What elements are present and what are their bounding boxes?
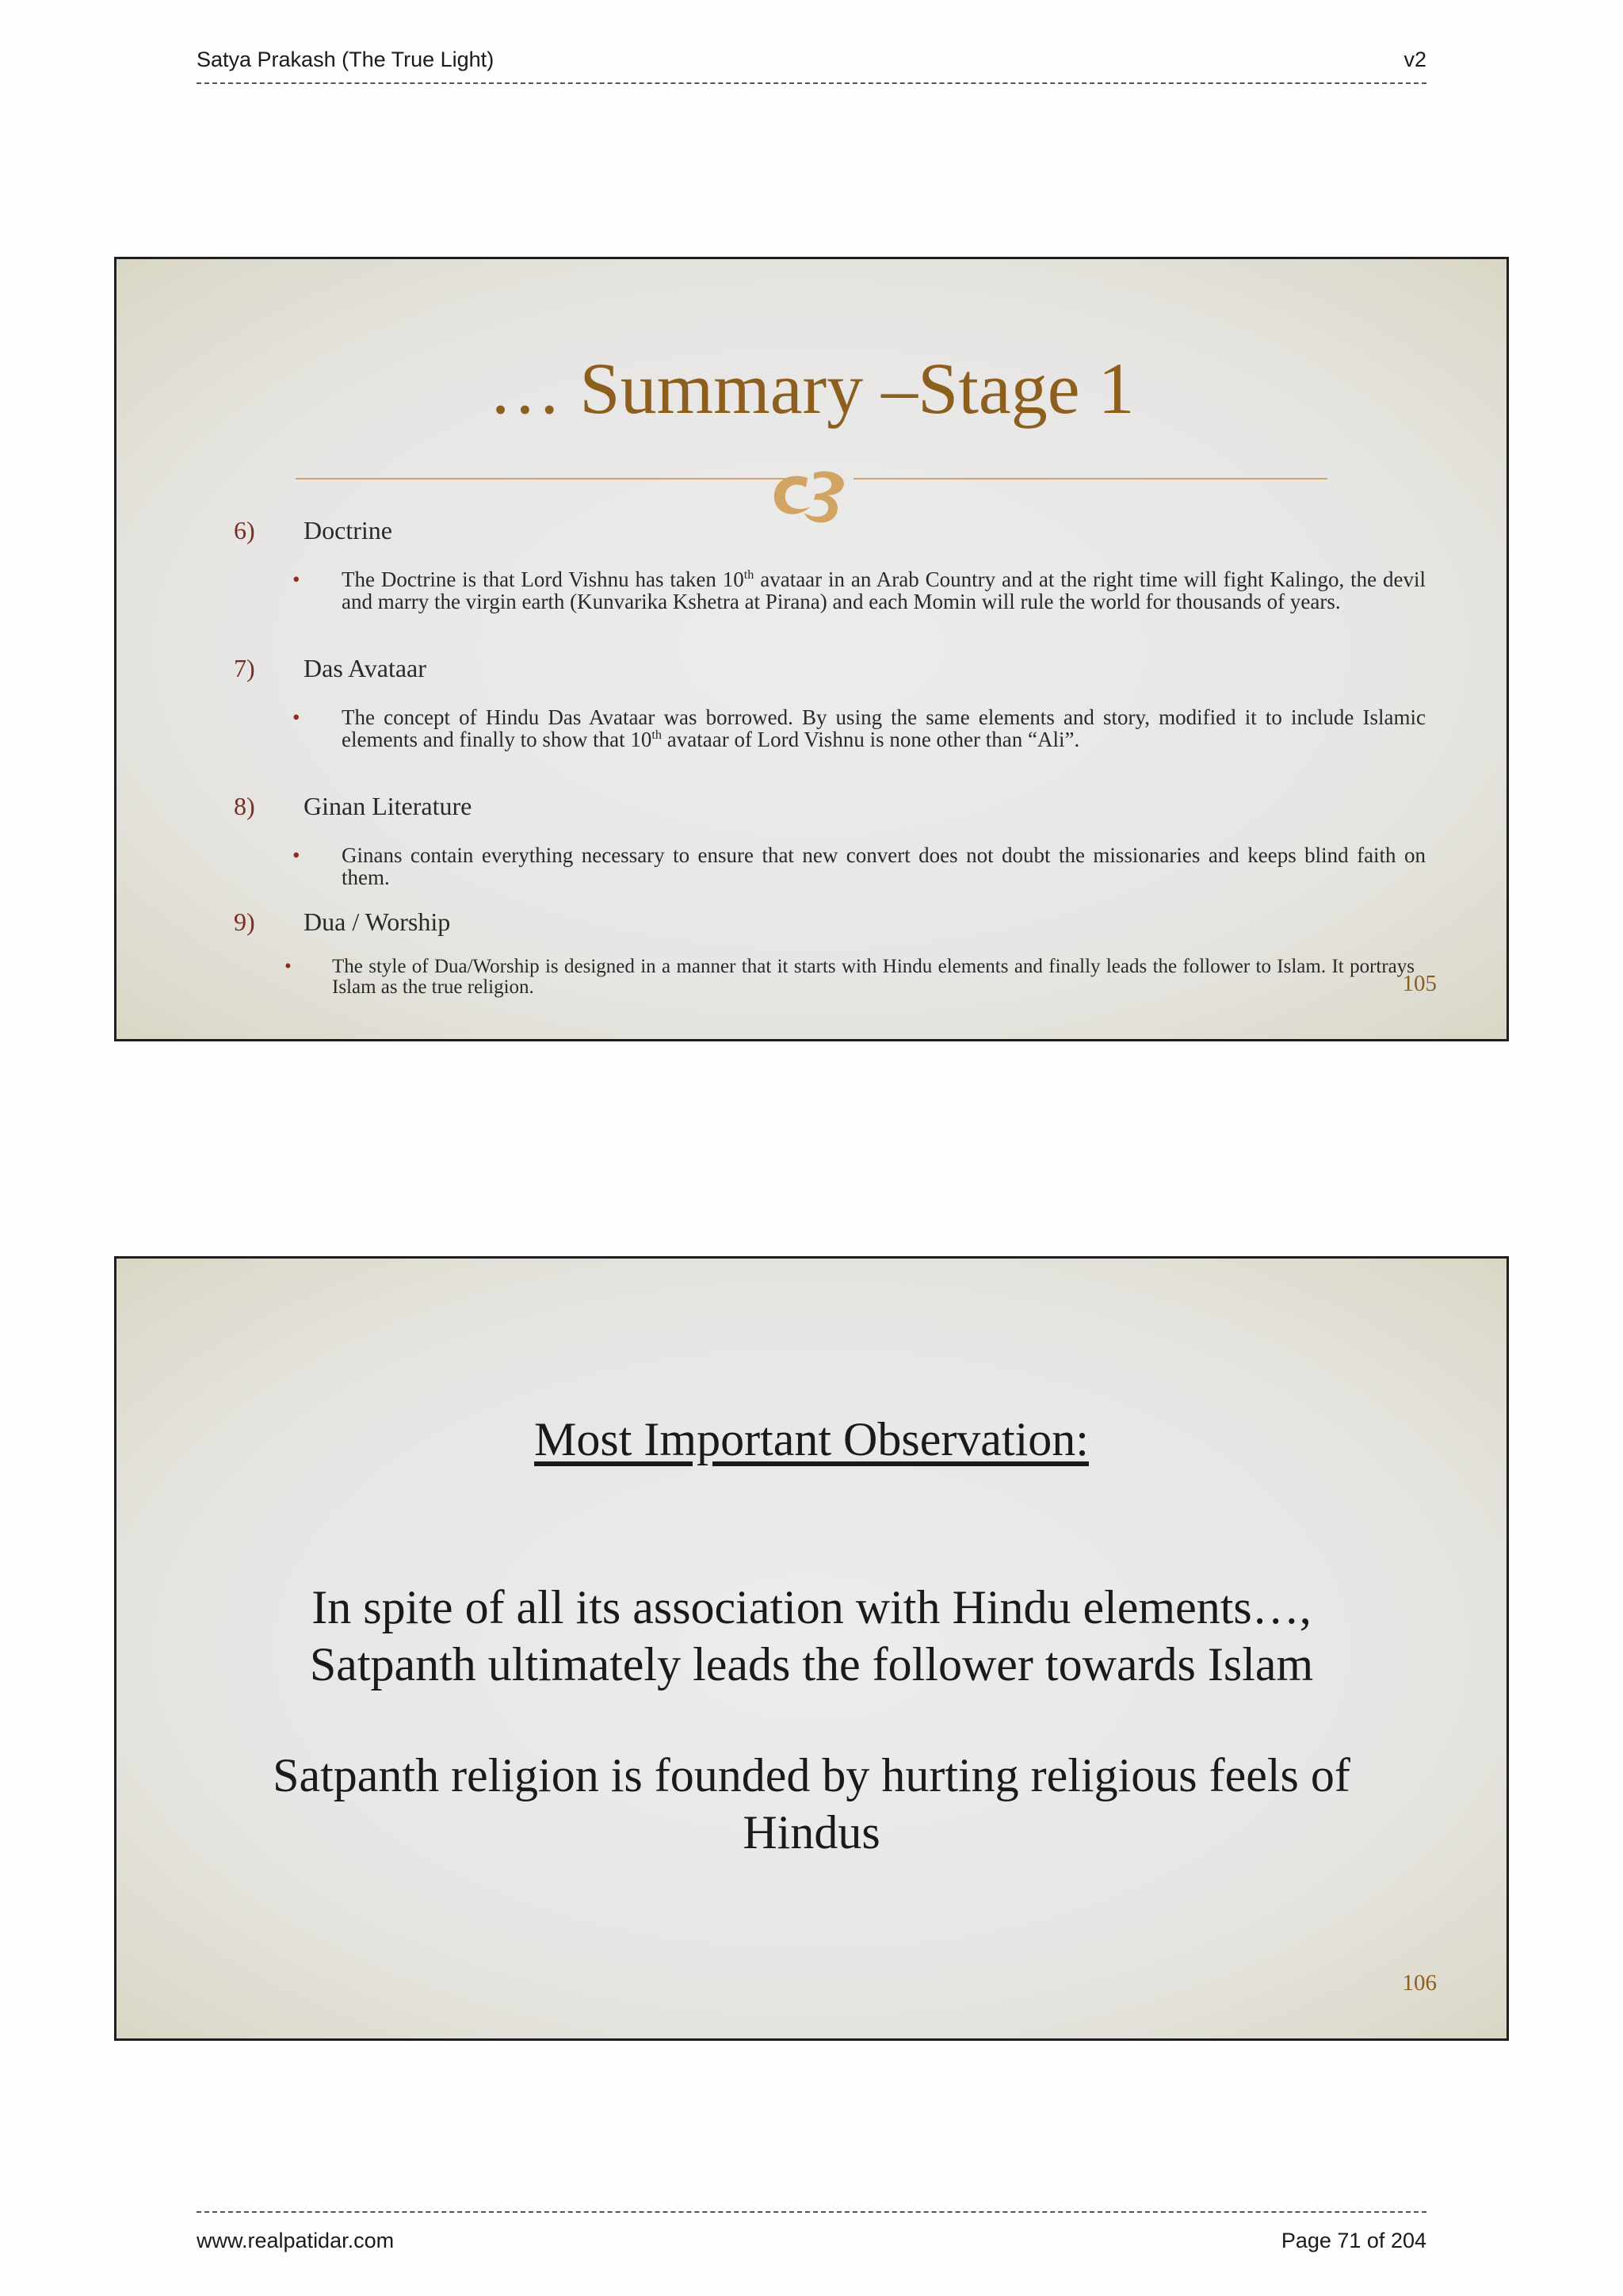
bullet-dot-icon: • [292,705,300,729]
footer-divider [197,2211,1426,2213]
section-7 [234,654,426,683]
bullet-doctrine [292,568,1426,613]
section-heading: Ginan Literature [304,792,472,820]
footer-website: www.realpatidar.com [197,2229,395,2252]
section-number: 6) [234,516,255,544]
slide-number: 105 [1402,971,1437,996]
slide-106 [114,1256,1509,2041]
bullet-text: The style of Dua/Worship is designed in a manner that it starts with Hindu elements and finally leads the follower to Islam. It portrays Islam as the true religion. [332,956,1415,998]
section-8 [234,792,472,821]
bullet-dot-icon: • [285,956,292,977]
bullet-das-avataar [292,706,1426,751]
bullet-dot-icon: • [292,567,300,591]
observation-line-1: In spite of all its association with Hindu elements…, [311,1581,1312,1633]
header-divider [197,82,1426,84]
bullet-text: The Doctrine is that Lord Vishnu has taken 10th avataar in an Arab Country and at the right time will fight Kalingo, the devil and marry the virgin earth (Kunvarika Kshetra at Pirana) and each Momin will rule the world for thousands of years. [342,567,1426,613]
flourish-ornament-icon [758,454,869,533]
page-indicator: Page 71 of 204 [1281,2229,1426,2252]
document-version: v2 [1403,48,1426,71]
bullet-text: Ginans contain everything necessary to ensure that new convert does not doubt the missionaries and keeps blind faith on them. [342,843,1426,889]
slide-title: … Summary –Stage 1 [488,348,1135,429]
observation-line-2: Satpanth ultimately leads the follower towards Islam [309,1638,1314,1690]
section-9 [234,907,450,937]
section-number: 7) [234,654,255,682]
slide-105 [114,257,1509,1041]
document-header-title: Satya Prakash (The True Light) [197,48,495,71]
bullet-dua [285,957,1415,998]
title-rule-right [854,478,1327,479]
section-heading: Doctrine [304,516,392,544]
slide-title: Most Important Observation: [534,1413,1089,1465]
section-6 [234,516,392,545]
bullet-text: The concept of Hindu Das Avataar was borrowed. By using the same elements and story, modified it to include Islamic elements and finally to show that 10th avataar of Lord Vishnu is none other than “Ali”. [342,705,1426,751]
observation-line-4: Hindus [743,1806,880,1859]
section-heading: Das Avataar [304,654,426,682]
section-heading: Dua / Worship [304,907,451,936]
section-number: 8) [234,792,255,820]
bullet-ginan [292,844,1426,888]
title-rule-left [296,478,787,479]
observation-line-3: Satpanth religion is founded by hurting religious feels of [273,1749,1350,1801]
bullet-dot-icon: • [292,843,300,867]
section-number: 9) [234,907,255,936]
slide-number: 106 [1402,1970,1437,1996]
